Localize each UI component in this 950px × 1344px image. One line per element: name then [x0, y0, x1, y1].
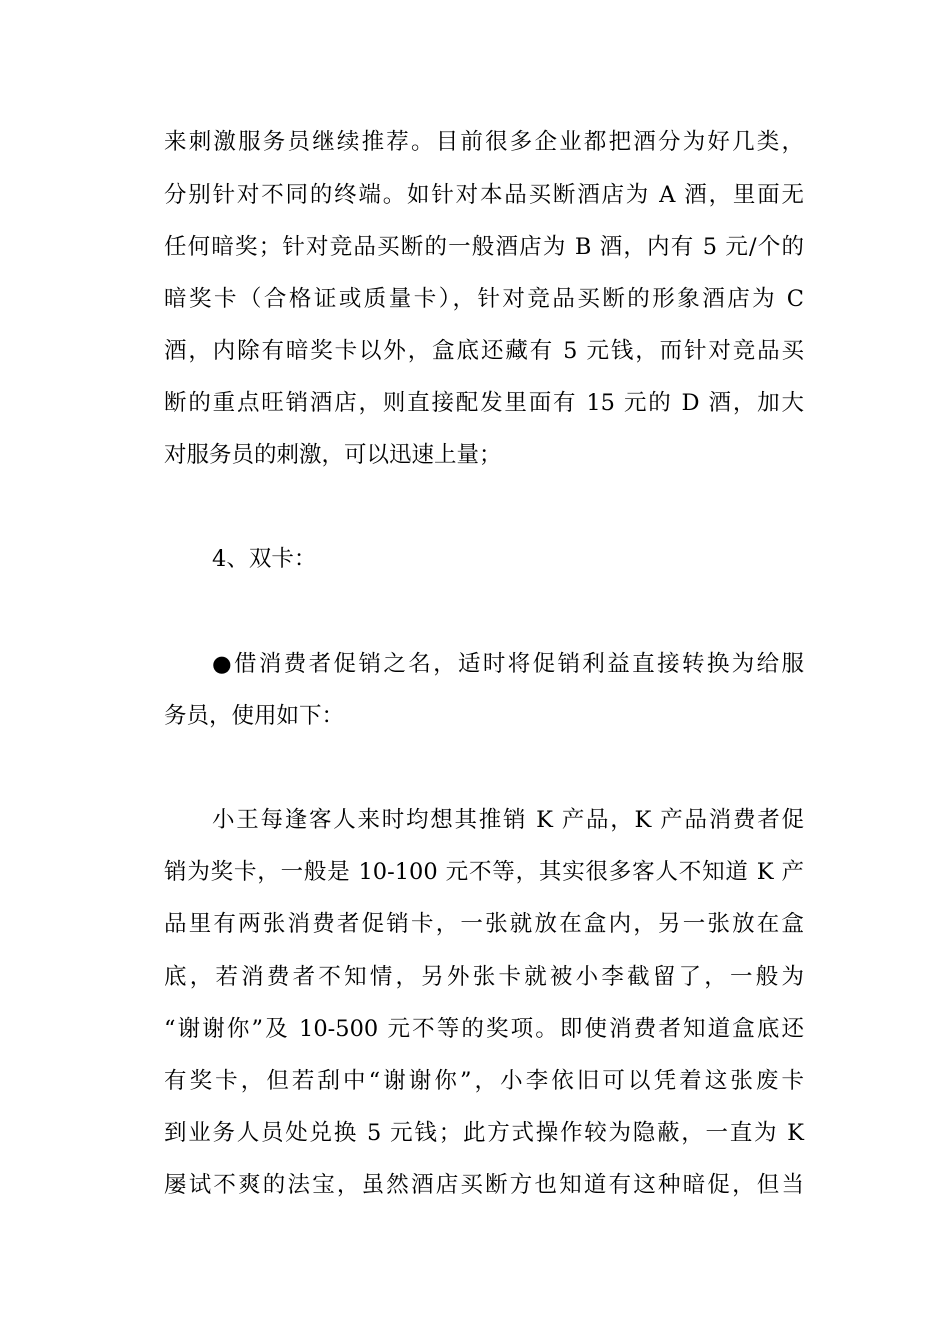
paragraph-line: 对服务员的刺激，可以迅速上量； [164, 442, 502, 468]
paragraph-line: 到业务人员处兑换 5 元钱；此方式操作较为隐蔽，一直为 K [164, 1120, 804, 1146]
heading-text: 4、双卡： [212, 546, 317, 572]
paragraph-line: 有奖卡，但若刮中“谢谢你”，小李依旧可以凭着这张废卡 [164, 1068, 804, 1094]
paragraph-line: 品里有两张消费者促销卡，一张就放在盒内，另一张放在盒 [164, 911, 804, 937]
paragraph-line: 断的重点旺销酒店，则直接配发里面有 15 元的 D 酒，加大 [164, 390, 804, 416]
paragraph-line: “谢谢你”及 10-500 元不等的奖项。即使消费者知道盒底还 [164, 1016, 804, 1042]
paragraph-line: 销为奖卡，一般是 10-100 元不等，其实很多客人不知道 K 产 [164, 859, 804, 885]
paragraph-line: 小王每逢客人来时均想其推销 K 产品，K 产品消费者促 [212, 807, 804, 833]
paragraph-line: 任何暗奖；针对竞品买断的一般酒店为 B 酒，内有 5 元/个的 [164, 234, 804, 260]
paragraph-line: ●借消费者促销之名，适时将促销利益直接转换为给服 [212, 651, 804, 677]
paragraph-line: 分别针对不同的终端。如针对本品买断酒店为 A 酒，里面无 [164, 182, 804, 208]
paragraph-line: 底，若消费者不知情，另外张卡就被小李截留了，一般为 [164, 964, 804, 990]
paragraph-line: 暗奖卡（合格证或质量卡），针对竞品买断的形象酒店为 C [164, 286, 804, 312]
paragraph-line: 屡试不爽的法宝，虽然酒店买断方也知道有这种暗促，但当 [164, 1172, 804, 1198]
paragraph-line: 来刺激服务员继续推荐。目前很多企业都把酒分为好几类， [164, 129, 804, 155]
paragraph-line: 务员，使用如下： [164, 703, 345, 729]
paragraph-line: 酒，内除有暗奖卡以外，盒底还藏有 5 元钱，而针对竞品买 [164, 338, 804, 364]
